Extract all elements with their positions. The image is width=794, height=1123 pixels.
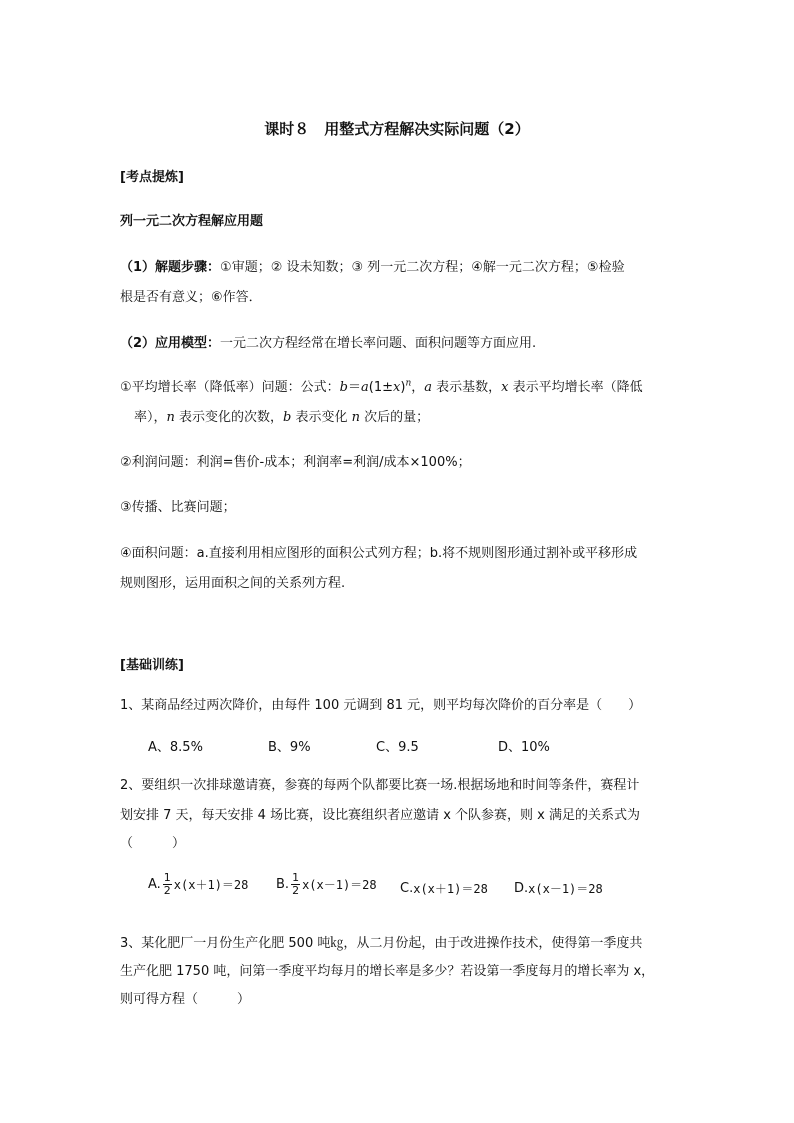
var-n2: n — [351, 410, 360, 425]
q2-option-c-label: C. — [400, 881, 414, 896]
step1-text: ①审题；② 设未知数；③ 列一元二次方程；④解一元二次方程；⑤检验 — [220, 260, 625, 275]
formula-a: a — [361, 380, 369, 395]
formula-close: ) — [400, 380, 406, 395]
section-heading-kaodian: [考点提炼] — [120, 170, 184, 185]
q2-option-d-expr: x(x－1)＝28 — [528, 882, 603, 896]
question-2-line3: （ ） — [120, 836, 186, 851]
model1-intro: ①平均增长率（降低率）问题：公式： — [120, 380, 340, 395]
subheading: 列一元二次方程解应用题 — [120, 214, 264, 229]
question-2-line1: 2、要组织一次排球邀请赛，参赛的每两个队都要比赛一场.根据场地和时间等条件，赛程计 — [120, 778, 640, 793]
fraction-numerator: 1 — [163, 871, 171, 884]
fraction-denominator: 2 — [163, 884, 171, 897]
question-3-line2: 生产化肥 1750 吨，问第一季度平均每月的增长率是多少？若设第一季度每月的增长率为 x， — [120, 964, 655, 979]
step2-text: 一元二次方程经常在增长率问题、面积问题等方面应用. — [220, 336, 537, 351]
step2-label: （2）应用模型： — [120, 336, 221, 351]
question-3-line1: 3、某化肥厂一月份生产化肥 500 吨㎏，从二月份起，由于改进操作技术，使得第一季度共 — [120, 936, 643, 951]
page-title: 课时８ 用整式方程解决实际问题（2） — [264, 120, 530, 138]
section-heading-jichu: [基础训练] — [120, 658, 184, 673]
q2-option-d-label: D. — [514, 881, 529, 896]
formula-n: n — [405, 378, 412, 389]
question-1: 1、某商品经过两次降价，由每件 100 元调到 81 元，则平均每次降价的百分率是（ ） — [120, 698, 642, 713]
q2-option-c-expr: x(x＋1)＝28 — [413, 882, 488, 896]
fraction-denominator: 2 — [292, 884, 300, 897]
fraction-numerator: 1 — [292, 871, 300, 884]
q2-option-b-expr: x(x－1)＝28 — [302, 878, 377, 892]
formula-b: b — [339, 380, 348, 395]
q2-option-b-label: B. — [276, 877, 290, 892]
q1-option-c: C、9.5 — [376, 740, 419, 755]
var-a: a — [424, 380, 433, 395]
q1-option-b: B、9% — [268, 740, 311, 755]
var-n: n — [166, 410, 175, 425]
formula-paren: (1± — [368, 380, 394, 395]
q2-option-a — [148, 872, 248, 897]
q2-option-a-label: A. — [148, 877, 161, 892]
step1-label: （1）解题步骤： — [120, 260, 221, 275]
q1-option-a: A、8.5% — [148, 740, 203, 755]
model4-line2: 规则图形，运用面积之间的关系列方程. — [120, 576, 346, 591]
step2-line — [120, 332, 536, 351]
q2-option-a-expr: x(x＋1)＝28 — [173, 878, 249, 892]
q1-option-d: D、10% — [498, 740, 550, 755]
question-3-line3: 则可得方程（ ） — [120, 992, 251, 1007]
formula-x: x — [393, 380, 401, 395]
model1-line2-a: 率）， — [134, 410, 167, 425]
model4-line1: ④面积问题：a.直接利用相应图形的面积公式列方程；b.将不规则图形通过割补或平移形成 — [120, 546, 638, 561]
model3: ③传播、比赛问题； — [120, 500, 236, 515]
model1-line2 — [134, 406, 429, 425]
step1-line2: 根是否有意义；⑥作答． — [120, 290, 262, 305]
model1-line2-b: 表示变化的次数， — [174, 410, 284, 425]
var-x: x — [501, 380, 509, 395]
q2-option-c — [400, 880, 488, 897]
fraction-half — [163, 872, 172, 897]
model1-line2-c: 表示变化 — [291, 410, 352, 425]
model1-comma: ， — [411, 380, 425, 395]
q2-option-d — [514, 880, 603, 897]
question-2-line2: 划安排 7 天，每天安排 4 场比赛，设比赛组织者应邀请 x 个队参赛，则 x 满足的关系式为 — [120, 808, 640, 823]
model1-line2-d: 次后的量； — [360, 410, 430, 425]
step1-line1 — [120, 256, 625, 275]
var-b: b — [283, 410, 292, 425]
formula-eq: ＝ — [347, 380, 361, 395]
fraction-half — [291, 872, 300, 897]
model1-line1 — [120, 376, 643, 395]
model1-desc-x: 表示平均增长率（降低 — [508, 380, 643, 395]
q2-option-b — [276, 872, 377, 897]
model1-desc-a: 表示基数， — [432, 380, 502, 395]
model2: ②利润问题：利润=售价-成本；利润率=利润/成本×100%； — [120, 455, 471, 470]
